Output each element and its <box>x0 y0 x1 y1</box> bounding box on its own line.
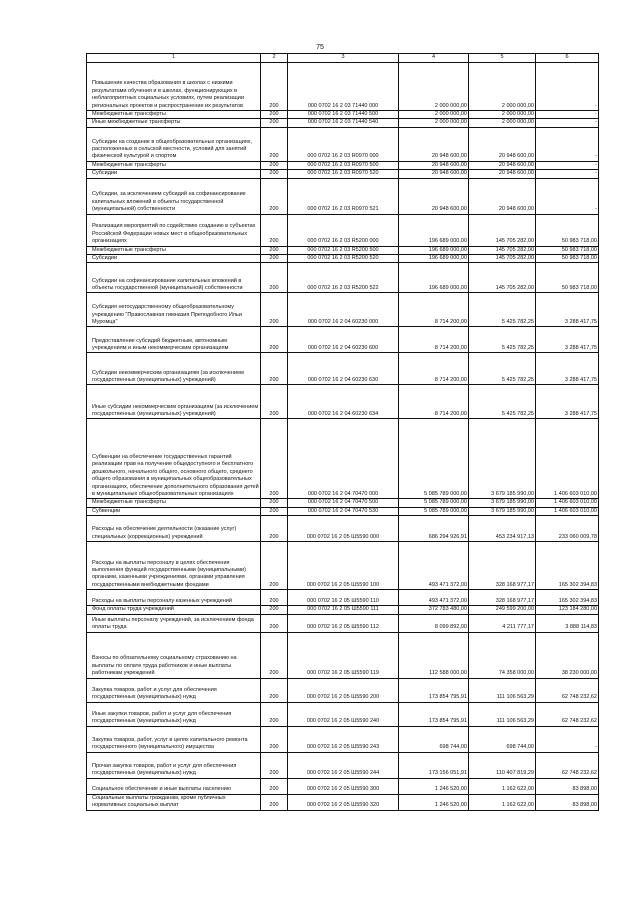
row-unexecuted-cell: 3 288 417,75 <box>536 385 599 419</box>
table-row <box>87 246 599 254</box>
table-row <box>87 263 599 293</box>
row-approved-cell: 2 000 000,00 <box>399 111 469 119</box>
row-classification-code-cell: 000 0702 16 2 05 Ш5590 112 <box>288 614 399 632</box>
row-classification-code-cell: 000 0702 16 2 03 R5200 522 <box>288 263 399 293</box>
table-row <box>87 255 599 263</box>
row-admin-code-cell: 200 <box>261 385 288 419</box>
table-row <box>87 499 599 507</box>
row-classification-code-cell: 000 0702 16 2 05 Ш5590 119 <box>288 632 399 678</box>
column-number-row <box>87 54 599 63</box>
row-approved-cell: 493 471 372,00 <box>399 542 469 590</box>
column-header: 6 <box>536 54 599 63</box>
row-executed-cell: 20 948 600,00 <box>469 161 536 169</box>
row-classification-code-cell: 000 0702 16 2 05 Ш5590 300 <box>288 778 399 794</box>
row-name-cell: Иные закупки товаров, работ и услуг для обеспечения государственных (муниципальных) нужд <box>87 702 261 726</box>
row-name-cell: Субвенции на обеспечение государственных гарантий реализации прав на получение общедоступного и бесплатного дошкольного, начального общего, основного общего, среднего общего образования в муниципальных общеобразовательных организациях, обеспечение дополнительного образования детей в муниципальных общеобразовательных организациях <box>87 419 261 499</box>
row-classification-code-cell: 000 0702 16 2 03 R5200 520 <box>288 255 399 263</box>
row-classification-code-cell: 000 0702 16 2 04 60230 000 <box>288 293 399 327</box>
row-admin-code-cell: 200 <box>261 119 288 127</box>
row-executed-cell: 145 705 282,00 <box>469 214 536 246</box>
row-classification-code-cell: 000 0702 16 2 05 Ш5590 111 <box>288 606 399 614</box>
row-approved-cell: 8 714 200,00 <box>399 385 469 419</box>
table-row <box>87 632 599 678</box>
row-unexecuted-cell: - <box>536 111 599 119</box>
row-approved-cell: 8 714 200,00 <box>399 327 469 353</box>
row-admin-code-cell: 200 <box>261 127 288 161</box>
row-admin-code-cell: 200 <box>261 590 288 606</box>
row-approved-cell: 2 000 000,00 <box>399 119 469 127</box>
row-executed-cell: 1 162 622,00 <box>469 778 536 794</box>
row-admin-code-cell: 200 <box>261 214 288 246</box>
row-classification-code-cell: 000 0702 16 2 05 Ш5590 240 <box>288 702 399 726</box>
row-unexecuted-cell: - <box>536 63 599 111</box>
row-classification-code-cell: 000 0702 16 2 03 R5200 000 <box>288 214 399 246</box>
row-admin-code-cell: 200 <box>261 178 288 214</box>
row-name-cell: Иные субсидии некоммерческим организациям (за исключением государственных (муниципальных) учреждений) <box>87 385 261 419</box>
row-unexecuted-cell: 1 406 603 010,00 <box>536 499 599 507</box>
row-executed-cell: 145 705 282,00 <box>469 255 536 263</box>
row-name-cell: Повышение качества образования в школах с низкими результатами обучения и в школах, функционирующих в неблагоприятных социальных условиях, путем реализации региональных проектов и распространение их результатов <box>87 63 261 111</box>
row-name-cell: Социальное обеспечение и иные выплаты населению <box>87 778 261 794</box>
table-row <box>87 516 599 542</box>
row-admin-code-cell: 200 <box>261 161 288 169</box>
table-row <box>87 507 599 515</box>
row-executed-cell: 145 705 282,00 <box>469 263 536 293</box>
row-classification-code-cell: 000 0702 16 2 05 Ш5590 244 <box>288 752 399 778</box>
table-row <box>87 327 599 353</box>
row-executed-cell: 328 168 977,17 <box>469 590 536 606</box>
row-approved-cell: 20 948 600,00 <box>399 161 469 169</box>
row-approved-cell: 698 744,00 <box>399 726 469 752</box>
row-name-cell: Закупка товаров, работ, услуг в целях капитального ремонта государственного (муниципального) имущества <box>87 726 261 752</box>
table-row <box>87 170 599 178</box>
row-admin-code-cell: 200 <box>261 702 288 726</box>
row-executed-cell: 2 000 000,00 <box>469 111 536 119</box>
row-approved-cell: 1 246 520,00 <box>399 794 469 810</box>
row-unexecuted-cell: 62 748 232,62 <box>536 702 599 726</box>
row-approved-cell: 8 099 892,00 <box>399 614 469 632</box>
row-admin-code-cell: 200 <box>261 499 288 507</box>
row-admin-code-cell: 200 <box>261 63 288 111</box>
row-approved-cell: 173 156 051,91 <box>399 752 469 778</box>
row-executed-cell: 5 425 782,25 <box>469 353 536 385</box>
row-name-cell: Социальные выплаты гражданам, кроме публичных нормативных социальных выплат <box>87 794 261 810</box>
row-executed-cell: 74 358 000,00 <box>469 632 536 678</box>
row-executed-cell: 3 679 185 990,00 <box>469 499 536 507</box>
row-name-cell: Субсидии <box>87 255 261 263</box>
row-approved-cell: 5 085 789 000,00 <box>399 419 469 499</box>
row-executed-cell: 111 106 563,29 <box>469 702 536 726</box>
row-name-cell: Межбюджетные трансферты <box>87 161 261 169</box>
row-admin-code-cell: 200 <box>261 263 288 293</box>
row-executed-cell: 453 234 917,13 <box>469 516 536 542</box>
row-admin-code-cell: 200 <box>261 632 288 678</box>
row-unexecuted-cell: 1 406 603 010,00 <box>536 419 599 499</box>
table-row <box>87 678 599 702</box>
row-classification-code-cell: 000 0702 16 2 03 71440 500 <box>288 111 399 119</box>
row-admin-code-cell: 200 <box>261 507 288 515</box>
table-body <box>87 63 599 811</box>
row-executed-cell: 5 425 782,25 <box>469 293 536 327</box>
row-name-cell: Расходы на выплаты персоналу казенных учреждений <box>87 590 261 606</box>
row-unexecuted-cell: - <box>536 161 599 169</box>
row-classification-code-cell: 000 0702 16 2 04 60230 634 <box>288 385 399 419</box>
row-admin-code-cell: 200 <box>261 111 288 119</box>
row-admin-code-cell: 200 <box>261 542 288 590</box>
row-executed-cell: 4 211 777,17 <box>469 614 536 632</box>
row-unexecuted-cell: 50 983 718,00 <box>536 214 599 246</box>
row-approved-cell: 8 714 200,00 <box>399 293 469 327</box>
row-admin-code-cell: 200 <box>261 353 288 385</box>
row-name-cell: Реализация мероприятий по содействию созданию в субъектах Российской Федерации новых мест в общеобразовательных организациях <box>87 214 261 246</box>
row-executed-cell: 2 000 000,00 <box>469 63 536 111</box>
row-name-cell: Субсидия негосударственному общеобразовательному учреждению "Православная гимназия Преподобного Ильи Муромца" <box>87 293 261 327</box>
row-unexecuted-cell: - <box>536 127 599 161</box>
row-name-cell: Взносы по обязательному социальному страхованию на выплаты по оплате труда работников и иные выплаты работникам учреждений <box>87 632 261 678</box>
row-approved-cell: 20 948 600,00 <box>399 178 469 214</box>
row-classification-code-cell: 000 0702 16 2 03 R0970 500 <box>288 161 399 169</box>
row-name-cell: Субвенции <box>87 507 261 515</box>
table-row <box>87 726 599 752</box>
row-name-cell: Расходы на обеспечение деятельности (оказание услуг) специальных (коррекционных) учреждений <box>87 516 261 542</box>
row-executed-cell: 698 744,00 <box>469 726 536 752</box>
row-executed-cell: 328 168 977,17 <box>469 542 536 590</box>
row-approved-cell: 20 948 600,00 <box>399 127 469 161</box>
row-executed-cell: 1 162 622,00 <box>469 794 536 810</box>
table-row <box>87 293 599 327</box>
row-unexecuted-cell: 1 406 603 010,00 <box>536 507 599 515</box>
budget-table <box>86 53 599 811</box>
row-approved-cell: 20 948 600,00 <box>399 170 469 178</box>
row-executed-cell: 145 705 282,00 <box>469 246 536 254</box>
row-classification-code-cell: 000 0702 16 2 05 Ш5590 100 <box>288 542 399 590</box>
row-approved-cell: 196 689 000,00 <box>399 263 469 293</box>
column-header: 4 <box>399 54 469 63</box>
row-approved-cell: 686 294 926,91 <box>399 516 469 542</box>
row-name-cell: Субсидии на создание в общеобразовательных организациях, расположенных в сельской местности, условий для занятий физической культурой и спортом <box>87 127 261 161</box>
row-executed-cell: 5 425 782,25 <box>469 385 536 419</box>
table-row <box>87 794 599 810</box>
row-unexecuted-cell: 50 983 718,00 <box>536 263 599 293</box>
row-unexecuted-cell: 50 983 718,00 <box>536 255 599 263</box>
row-approved-cell: 8 714 200,00 <box>399 353 469 385</box>
row-name-cell: Иные выплаты персоналу учреждений, за исключением фонда оплаты труда <box>87 614 261 632</box>
row-unexecuted-cell: 38 230 000,00 <box>536 632 599 678</box>
row-admin-code-cell: 200 <box>261 678 288 702</box>
row-name-cell: Субсидии <box>87 170 261 178</box>
row-executed-cell: 20 948 600,00 <box>469 127 536 161</box>
row-executed-cell: 3 679 185 990,00 <box>469 419 536 499</box>
row-executed-cell: 2 000 000,00 <box>469 119 536 127</box>
table-row <box>87 111 599 119</box>
table-row <box>87 178 599 214</box>
row-approved-cell: 1 246 520,00 <box>399 778 469 794</box>
table-row <box>87 385 599 419</box>
row-classification-code-cell: 000 0702 16 2 04 70470 000 <box>288 419 399 499</box>
row-name-cell: Субсидии на софинансирование капитальных вложений в объекты государственной (муниципальной) собственности <box>87 263 261 293</box>
row-approved-cell: 5 085 789 000,00 <box>399 499 469 507</box>
row-name-cell: Межбюджетные трансферты <box>87 246 261 254</box>
row-name-cell: Межбюджетные трансферты <box>87 111 261 119</box>
table-row <box>87 353 599 385</box>
row-classification-code-cell: 000 0702 16 2 03 R0970 000 <box>288 127 399 161</box>
row-admin-code-cell: 200 <box>261 606 288 614</box>
row-approved-cell: 493 471 372,00 <box>399 590 469 606</box>
table-row <box>87 214 599 246</box>
table-row <box>87 63 599 111</box>
row-admin-code-cell: 200 <box>261 255 288 263</box>
row-classification-code-cell: 000 0702 16 2 04 60230 600 <box>288 327 399 353</box>
row-name-cell: Межбюджетные трансферты <box>87 499 261 507</box>
row-admin-code-cell: 200 <box>261 794 288 810</box>
row-admin-code-cell: 200 <box>261 327 288 353</box>
row-executed-cell: 5 425 782,25 <box>469 327 536 353</box>
row-classification-code-cell: 000 0702 16 2 03 R0970 521 <box>288 178 399 214</box>
row-unexecuted-cell: 165 302 394,83 <box>536 590 599 606</box>
row-approved-cell: 173 854 795,91 <box>399 678 469 702</box>
column-header: 1 <box>87 54 261 63</box>
row-name-cell: Фонд оплаты труда учреждений <box>87 606 261 614</box>
table-row <box>87 119 599 127</box>
row-name-cell: Прочая закупка товаров, работ и услуг для обеспечения государственных (муниципальных) нужд <box>87 752 261 778</box>
row-unexecuted-cell: 123 184 280,00 <box>536 606 599 614</box>
row-classification-code-cell: 000 0702 16 2 04 70470 500 <box>288 499 399 507</box>
table-row <box>87 127 599 161</box>
table-row <box>87 542 599 590</box>
row-admin-code-cell: 200 <box>261 170 288 178</box>
row-unexecuted-cell: - <box>536 178 599 214</box>
row-admin-code-cell: 200 <box>261 419 288 499</box>
column-header: 2 <box>261 54 288 63</box>
row-classification-code-cell: 000 0702 16 2 05 Ш5590 110 <box>288 590 399 606</box>
row-unexecuted-cell: 3 888 114,83 <box>536 614 599 632</box>
row-name-cell: Субсидии некоммерческим организациям (за исключением государственных (муниципальных) учреждений) <box>87 353 261 385</box>
row-approved-cell: 196 689 000,00 <box>399 214 469 246</box>
row-unexecuted-cell: - <box>536 170 599 178</box>
row-unexecuted-cell: - <box>536 119 599 127</box>
row-name-cell: Предоставление субсидий бюджетным, автономным учреждениям и иным некоммерческим организациям <box>87 327 261 353</box>
row-classification-code-cell: 000 0702 16 2 03 R0970 520 <box>288 170 399 178</box>
column-header: 5 <box>469 54 536 63</box>
table-row <box>87 161 599 169</box>
row-executed-cell: 20 948 600,00 <box>469 178 536 214</box>
row-executed-cell: 3 679 185 990,00 <box>469 507 536 515</box>
row-approved-cell: 372 783 480,00 <box>399 606 469 614</box>
table-row <box>87 419 599 499</box>
row-admin-code-cell: 200 <box>261 293 288 327</box>
row-admin-code-cell: 200 <box>261 614 288 632</box>
row-executed-cell: 111 106 563,29 <box>469 678 536 702</box>
row-unexecuted-cell: 3 288 417,75 <box>536 353 599 385</box>
row-approved-cell: 5 085 789 000,00 <box>399 507 469 515</box>
table-row <box>87 614 599 632</box>
row-name-cell: Расходы на выплаты персоналу в целях обеспечения выполнения функций государственными (муниципальными) органами, казенными учреждениями, органами управления государственными внебюджетными фондами <box>87 542 261 590</box>
row-name-cell: Иные межбюджетные трансферты <box>87 119 261 127</box>
row-executed-cell: 249 599 200,00 <box>469 606 536 614</box>
row-approved-cell: 173 854 795,91 <box>399 702 469 726</box>
table-row <box>87 778 599 794</box>
row-name-cell: Закупка товаров, работ и услуг для обеспечения государственных (муниципальных) нужд <box>87 678 261 702</box>
row-unexecuted-cell: 62 748 232,62 <box>536 678 599 702</box>
row-classification-code-cell: 000 0702 16 2 05 Ш5590 243 <box>288 726 399 752</box>
row-classification-code-cell: 000 0702 16 2 05 Ш5590 320 <box>288 794 399 810</box>
row-unexecuted-cell: 3 288 417,75 <box>536 327 599 353</box>
table-row <box>87 606 599 614</box>
row-admin-code-cell: 200 <box>261 752 288 778</box>
row-executed-cell: 20 948 600,00 <box>469 170 536 178</box>
row-unexecuted-cell: 3 288 417,75 <box>536 293 599 327</box>
row-unexecuted-cell: 83 898,00 <box>536 778 599 794</box>
table-row <box>87 702 599 726</box>
row-classification-code-cell: 000 0702 16 2 04 70470 530 <box>288 507 399 515</box>
row-unexecuted-cell: 50 983 718,00 <box>536 246 599 254</box>
column-header: 3 <box>288 54 399 63</box>
row-classification-code-cell: 000 0702 16 2 03 R5200 500 <box>288 246 399 254</box>
table-row <box>87 752 599 778</box>
row-admin-code-cell: 200 <box>261 778 288 794</box>
row-approved-cell: 2 000 000,00 <box>399 63 469 111</box>
table-row <box>87 590 599 606</box>
row-admin-code-cell: 200 <box>261 726 288 752</box>
row-classification-code-cell: 000 0702 16 2 05 Ш5590 200 <box>288 678 399 702</box>
row-approved-cell: 112 588 000,00 <box>399 632 469 678</box>
page-number: 75 <box>316 44 324 51</box>
row-classification-code-cell: 000 0702 16 2 04 60230 630 <box>288 353 399 385</box>
row-executed-cell: 110 407 819,29 <box>469 752 536 778</box>
row-unexecuted-cell: 83 898,00 <box>536 794 599 810</box>
row-classification-code-cell: 000 0702 16 2 03 71440 000 <box>288 63 399 111</box>
row-admin-code-cell: 200 <box>261 246 288 254</box>
row-admin-code-cell: 200 <box>261 516 288 542</box>
row-classification-code-cell: 000 0702 16 2 05 Ш5590 000 <box>288 516 399 542</box>
row-approved-cell: 196 689 000,00 <box>399 255 469 263</box>
row-unexecuted-cell: 62 748 232,62 <box>536 752 599 778</box>
row-unexecuted-cell: 165 302 394,83 <box>536 542 599 590</box>
row-classification-code-cell: 000 0702 16 2 03 71440 540 <box>288 119 399 127</box>
row-approved-cell: 196 689 000,00 <box>399 246 469 254</box>
row-unexecuted-cell: - <box>536 726 599 752</box>
row-unexecuted-cell: 233 060 009,78 <box>536 516 599 542</box>
row-name-cell: Субсидии, за исключением субсидий на софинансирование капитальных вложений в объекты государственной (муниципальной) собственности <box>87 178 261 214</box>
